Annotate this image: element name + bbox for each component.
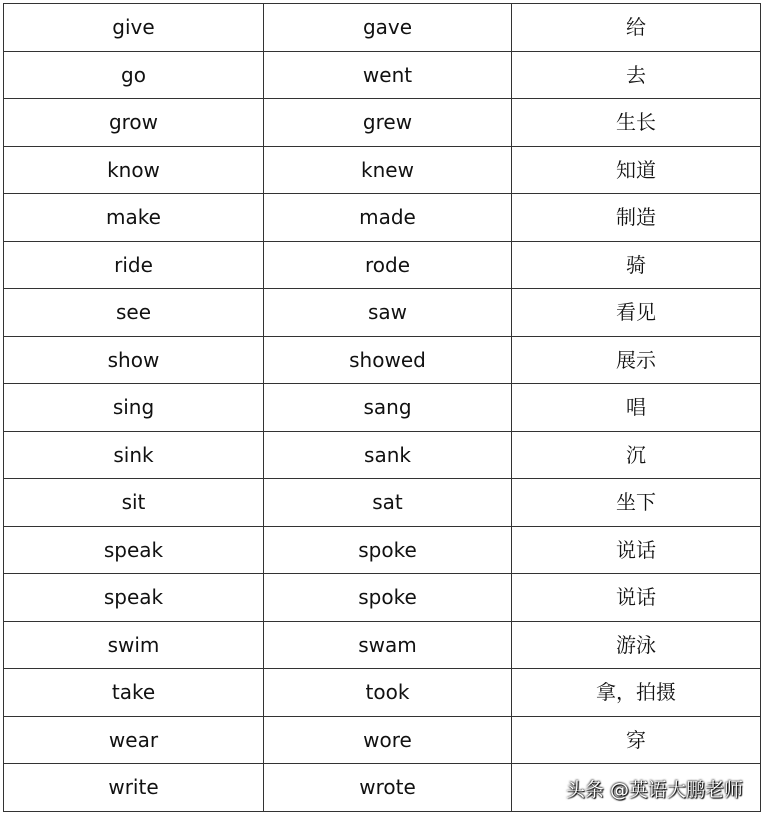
past-tense-cell: wrote: [264, 764, 512, 812]
past-tense-cell: sat: [264, 479, 512, 527]
verb-table: [3, 3, 761, 812]
table-row: [4, 526, 761, 574]
table-row: [4, 336, 761, 384]
meaning-cell: 说话: [512, 526, 761, 574]
table-row: [4, 431, 761, 479]
base-form-cell: grow: [4, 99, 264, 147]
past-tense-cell: sang: [264, 384, 512, 432]
table-row: [4, 384, 761, 432]
past-tense-cell: knew: [264, 146, 512, 194]
base-form-cell: swim: [4, 621, 264, 669]
past-tense-cell: went: [264, 51, 512, 99]
base-form-cell: ride: [4, 241, 264, 289]
base-form-cell: make: [4, 194, 264, 242]
past-tense-cell: sank: [264, 431, 512, 479]
base-form-cell: sit: [4, 479, 264, 527]
table-row: [4, 241, 761, 289]
table-row: [4, 669, 761, 717]
base-form-cell: speak: [4, 526, 264, 574]
meaning-cell: 知道: [512, 146, 761, 194]
meaning-cell: 游泳: [512, 621, 761, 669]
meaning-cell: 展示: [512, 336, 761, 384]
table-row: [4, 289, 761, 337]
table-row: [4, 621, 761, 669]
table-row: [4, 4, 761, 52]
table-row: [4, 479, 761, 527]
table-row: [4, 51, 761, 99]
base-form-cell: speak: [4, 574, 264, 622]
base-form-cell: know: [4, 146, 264, 194]
table-row: [4, 574, 761, 622]
table-row: [4, 194, 761, 242]
past-tense-cell: swam: [264, 621, 512, 669]
base-form-cell: go: [4, 51, 264, 99]
meaning-cell: 去: [512, 51, 761, 99]
past-tense-cell: spoke: [264, 574, 512, 622]
meaning-cell: 唱: [512, 384, 761, 432]
past-tense-cell: gave: [264, 4, 512, 52]
past-tense-cell: grew: [264, 99, 512, 147]
meaning-cell: 说话: [512, 574, 761, 622]
base-form-cell: sink: [4, 431, 264, 479]
meaning-cell: 给: [512, 4, 761, 52]
base-form-cell: write: [4, 764, 264, 812]
table-row: [4, 99, 761, 147]
past-tense-cell: made: [264, 194, 512, 242]
meaning-cell: 生长: [512, 99, 761, 147]
meaning-cell: 拿，拍摄: [512, 669, 761, 717]
meaning-cell: 看见: [512, 289, 761, 337]
base-form-cell: show: [4, 336, 264, 384]
base-form-cell: wear: [4, 716, 264, 764]
meaning-cell: 骑: [512, 241, 761, 289]
past-tense-cell: showed: [264, 336, 512, 384]
table-row: [4, 716, 761, 764]
watermark: 头条 @英语大鹏老师: [566, 779, 744, 801]
base-form-cell: sing: [4, 384, 264, 432]
past-tense-cell: rode: [264, 241, 512, 289]
meaning-cell: 穿: [512, 716, 761, 764]
meaning-cell: 沉: [512, 431, 761, 479]
meaning-cell: 坐下: [512, 479, 761, 527]
meaning-cell: 制造: [512, 194, 761, 242]
table-row: [4, 146, 761, 194]
past-tense-cell: saw: [264, 289, 512, 337]
past-tense-cell: took: [264, 669, 512, 717]
past-tense-cell: wore: [264, 716, 512, 764]
base-form-cell: take: [4, 669, 264, 717]
base-form-cell: see: [4, 289, 264, 337]
past-tense-cell: spoke: [264, 526, 512, 574]
base-form-cell: give: [4, 4, 264, 52]
